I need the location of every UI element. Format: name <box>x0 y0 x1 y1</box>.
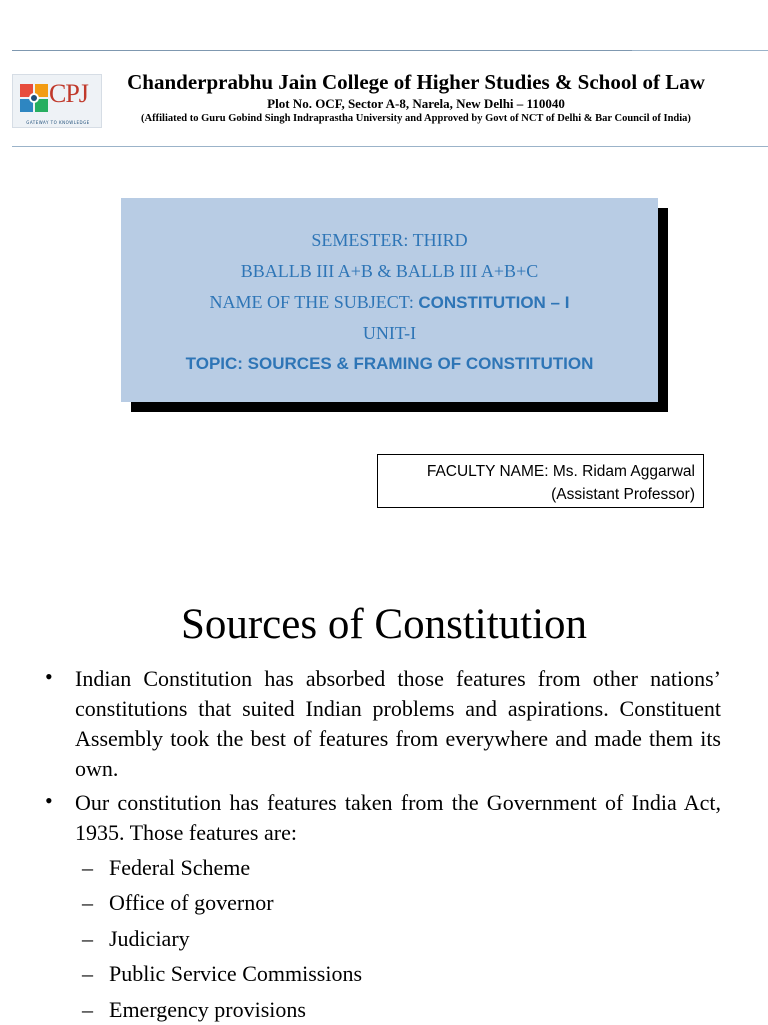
bullet-glyph: • <box>45 788 53 813</box>
sub-item-text: Emergency provisions <box>109 997 306 1022</box>
sub-item-text: Public Service Commissions <box>109 961 362 986</box>
list-item <box>45 788 721 848</box>
dash-glyph: – <box>82 997 93 1022</box>
sub-item-text: Judiciary <box>109 926 190 951</box>
header-top-rule-accent <box>12 50 632 51</box>
dash-glyph: – <box>82 961 93 986</box>
topic-label: TOPIC: SOURCES & FRAMING OF CONSTITUTION <box>185 354 594 373</box>
logo-tagline: GATEWAY TO KNOWLEDGE <box>26 120 90 125</box>
sub-list-item <box>82 995 306 1025</box>
faculty-box <box>377 454 704 508</box>
sub-list-item <box>82 853 250 883</box>
header-bottom-rule <box>12 146 768 147</box>
sub-item-text: Office of governor <box>109 890 274 915</box>
bullet-glyph: • <box>45 664 53 689</box>
course-info-box <box>121 198 658 402</box>
college-emblem-icon <box>19 83 49 115</box>
subject-line <box>121 292 658 313</box>
dash-glyph: – <box>82 855 93 880</box>
bullet-text: Indian Constitution has absorbed those features from other nations’ constitutions that suited Indian problems and aspirations. Constituent Assembly took the best of features from everywhere and made them its own. <box>75 666 721 781</box>
college-logo <box>12 74 102 128</box>
list-item <box>45 664 721 784</box>
sub-list-item <box>82 888 274 918</box>
college-name: Chanderprabhu Jain College of Higher Studies & School of Law <box>127 70 705 94</box>
section-title: Sources of Constitution <box>180 601 588 648</box>
faculty-name: FACULTY NAME: Ms. Ridam Aggarwal <box>426 463 695 480</box>
faculty-designation: (Assistant Professor) <box>551 486 695 503</box>
subject-label: NAME OF THE SUBJECT: <box>209 292 419 312</box>
sub-item-text: Federal Scheme <box>109 855 251 880</box>
subject-value: CONSTITUTION – I <box>418 293 570 312</box>
semester-label: SEMESTER: THIRD <box>311 230 468 250</box>
college-affiliation: (Affiliated to Guru Gobind Singh Indraprastha University and Approved by Govt of NCT of Delhi & Bar Council of India) <box>141 113 691 124</box>
dash-glyph: – <box>82 926 93 951</box>
sub-list-item <box>82 924 190 954</box>
classes-label: BBALLB III A+B & BALLB III A+B+C <box>240 261 539 281</box>
unit-label: UNIT-I <box>362 323 417 343</box>
dash-glyph: – <box>82 890 93 915</box>
logo-wordmark: CPJ <box>49 79 88 108</box>
bullet-text: Our constitution has features taken from the Government of India Act, 1935. Those features are: <box>75 790 721 845</box>
college-address: Plot No. OCF, Sector A-8, Narela, New Delhi – 110040 <box>267 96 565 111</box>
sub-list-item <box>82 959 362 989</box>
